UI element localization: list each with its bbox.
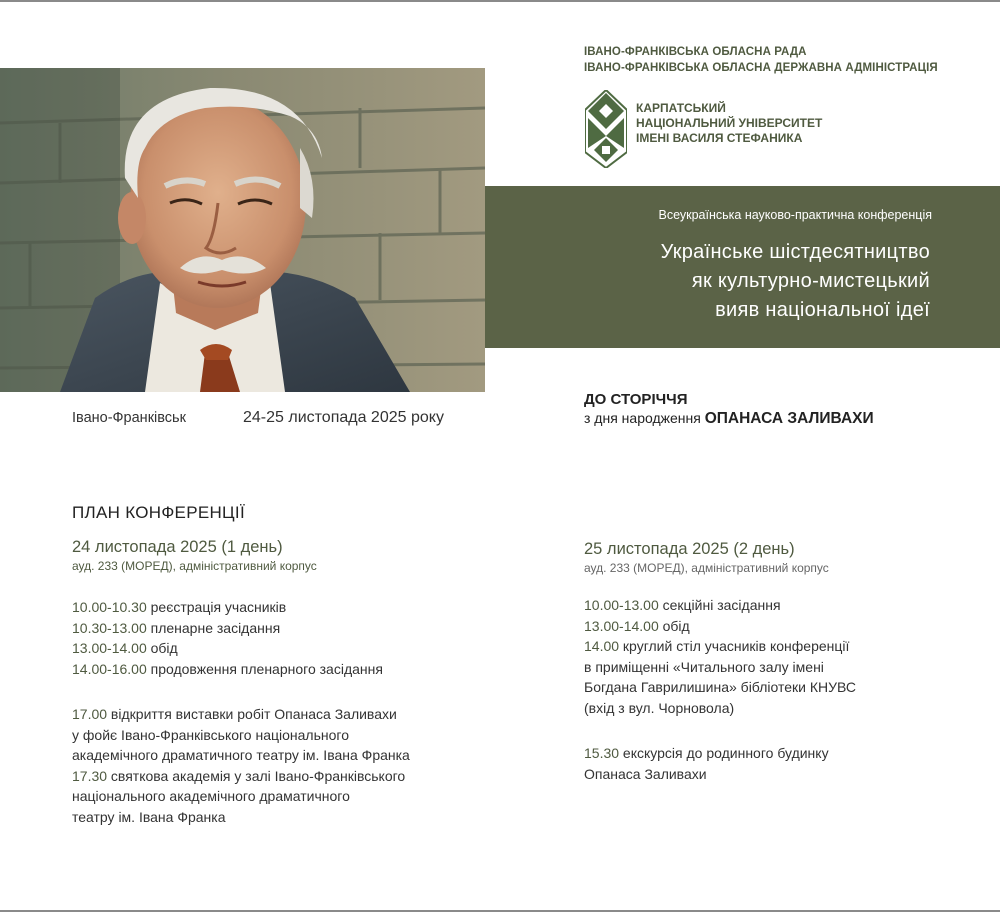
list-item xyxy=(72,807,410,828)
day-1-title: 24 листопада 2025 (1 день) xyxy=(72,538,283,556)
list-item xyxy=(584,764,829,785)
item-time: 10.30-13.00 xyxy=(72,619,147,636)
list-item xyxy=(584,616,856,637)
list-item xyxy=(72,725,410,746)
item-text: секційні засідання xyxy=(658,597,781,613)
day-1-venue: ауд. 233 (МОРЕД), адміністративний корпус xyxy=(72,559,317,573)
list-item xyxy=(584,698,856,719)
centenary-prefix: з дня народження xyxy=(584,410,705,426)
item-text: реєстрація учасників xyxy=(146,599,287,615)
centenary-subline xyxy=(584,409,874,428)
conference-title xyxy=(661,238,930,325)
item-text: обід xyxy=(146,640,178,656)
list-item xyxy=(72,597,383,618)
day-2-title: 25 листопада 2025 (2 день) xyxy=(584,540,795,558)
list-item xyxy=(72,704,410,725)
org-line-1: ІВАНО-ФРАНКІВСЬКА ОБЛАСНА РАДА xyxy=(584,46,807,58)
day-2-schedule xyxy=(584,595,856,718)
title-line-3: вияв національної ідеї xyxy=(715,299,930,321)
day-2-excursion xyxy=(584,743,829,784)
item-time: 15.30 xyxy=(584,745,620,761)
list-item xyxy=(72,766,410,787)
item-time: 10.00-13.00 xyxy=(584,597,659,613)
day-1-header xyxy=(72,537,317,575)
day-1-evening-schedule xyxy=(72,704,410,827)
uni-line-1: КАРПАТСЬКИЙ xyxy=(636,101,726,115)
item-time: 10.00-10.30 xyxy=(72,599,147,615)
organizers xyxy=(584,44,938,76)
event-dates: 24-25 листопада 2025 року xyxy=(243,409,444,426)
list-item xyxy=(72,659,383,680)
title-line-2: як культурно-мистецький xyxy=(691,270,930,292)
event-city: Івано-Франківськ xyxy=(72,410,186,426)
item-text: (вхід з вул. Чорновола) xyxy=(584,699,735,716)
item-text: круглий стіл учасників конференції xyxy=(619,638,850,654)
item-text: пленарне засідання xyxy=(146,619,281,636)
item-text: Богдана Гаврилишина» бібліотеки КНУВС xyxy=(584,679,856,695)
uni-line-2: НАЦІОНАЛЬНИЙ УНІВЕРСИТЕТ xyxy=(636,116,823,130)
item-time: 13.00-14.00 xyxy=(584,617,659,634)
centenary-heading: ДО СТОРІЧЧЯ xyxy=(584,391,688,408)
conference-banner xyxy=(485,186,1000,348)
item-text: у фойє Івано-Франківського національного xyxy=(72,726,349,743)
item-text: Опанаса Заливахи xyxy=(584,765,707,782)
top-border xyxy=(0,0,1000,2)
item-text: відкриття виставки робіт Опанаса Заливахи xyxy=(107,706,397,722)
item-text: святкова академія у залі Івано-Франківського xyxy=(107,767,406,784)
conference-type: Всеукраїнська науково-практична конференція xyxy=(658,208,932,222)
portrait-photo xyxy=(0,68,485,392)
org-line-2: ІВАНО-ФРАНКІВСЬКА ОБЛАСНА ДЕРЖАВНА АДМІНІСТРАЦІЯ xyxy=(584,62,938,74)
item-time: 17.30 xyxy=(72,767,108,784)
plan-title: ПЛАН КОНФЕРЕНЦІЇ xyxy=(72,503,245,522)
list-item xyxy=(584,636,856,657)
item-text: продовження пленарного засідання xyxy=(146,660,383,677)
item-time: 17.00 xyxy=(72,706,108,722)
list-item xyxy=(72,745,410,766)
day-1-schedule xyxy=(72,597,383,679)
list-item xyxy=(584,595,856,616)
university-name xyxy=(636,101,822,146)
title-line-1: Українське шістдесятництво xyxy=(660,241,930,263)
item-time: 13.00-14.00 xyxy=(72,640,147,656)
item-text: обід xyxy=(658,617,690,634)
item-text: академічного драматичного театру ім. Івана Франка xyxy=(72,747,410,763)
day-2-venue: ауд. 233 (МОРЕД), адміністративний корпус xyxy=(584,561,829,575)
list-item xyxy=(584,743,829,764)
day-2-header xyxy=(584,539,829,577)
honoree-name: ОПАНАСА ЗАЛИВАХИ xyxy=(704,410,874,427)
list-item xyxy=(584,657,856,678)
item-time: 14.00 xyxy=(584,638,620,654)
item-time: 14.00-16.00 xyxy=(72,660,147,677)
list-item xyxy=(72,638,383,659)
list-item xyxy=(584,677,856,698)
item-text: національного академічного драматичного xyxy=(72,788,350,804)
item-text: театру ім. Івана Франка xyxy=(72,808,226,825)
university-logo-icon xyxy=(585,90,627,168)
bottom-border xyxy=(0,910,1000,912)
item-text: екскурсія до родинного будинку xyxy=(619,745,829,761)
list-item xyxy=(72,618,383,639)
uni-line-3: ІМЕНІ ВАСИЛЯ СТЕФАНИКА xyxy=(636,131,803,145)
list-item xyxy=(72,786,410,807)
item-text: в приміщенні «Читального залу імені xyxy=(584,658,824,675)
centenary-note xyxy=(584,390,874,428)
